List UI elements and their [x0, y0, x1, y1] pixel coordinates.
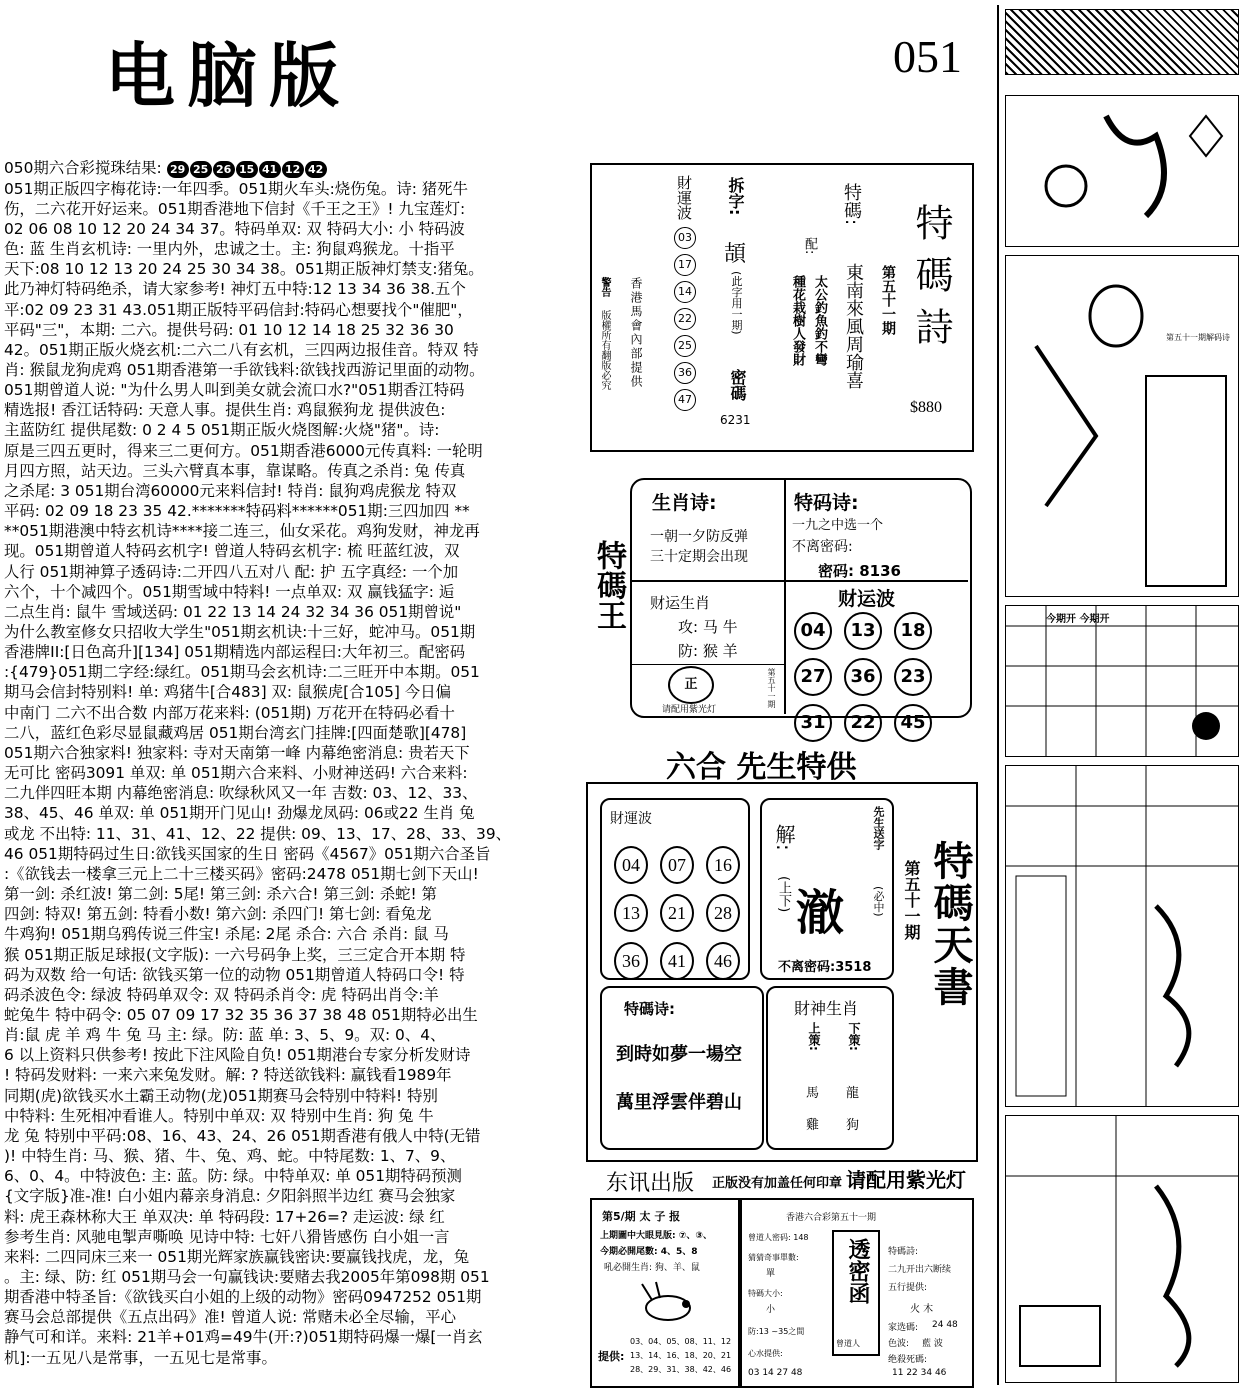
- divider: [632, 664, 784, 665]
- pei-line1: 種花栽樹人發財: [790, 275, 805, 366]
- text-line: 无可比 密码3091 单双: 单 051期六合来料、小财神送码! 六合来料:: [4, 764, 468, 783]
- rabbit-drawing: [632, 1280, 702, 1326]
- pei-line2: 太公釣魚釣不彎: [812, 275, 827, 366]
- wave-number: 27: [794, 658, 832, 696]
- home-value: 24 48: [932, 1320, 958, 1330]
- wave-number: 14: [674, 281, 696, 303]
- wave-number: 22: [674, 308, 696, 330]
- hot-value: 單: [766, 1269, 776, 1279]
- tianshu-panel: [586, 782, 978, 1162]
- fortune-title: 财运生肖: [650, 594, 711, 612]
- wave-number: 18: [894, 612, 932, 650]
- text-line: 第一剑: 杀红波! 第二剑: 5尾! 第三剑: 杀六合! 第三剑: 杀蛇! 第: [4, 885, 437, 904]
- code-label: 密碼: [728, 369, 747, 401]
- divider: [784, 480, 786, 714]
- text-line: 机]:一五见八是常事，一五见七是常事。: [4, 1348, 277, 1367]
- clipping-header-image: [1005, 9, 1239, 75]
- wave-numbers: [674, 227, 698, 411]
- text-line: 参考生肖: 风驰电掣声嘶唤 见诗中特: 七奸八猾皆感伤 白小姐一言: [4, 1227, 450, 1246]
- text-line: 人行 051期神算子透码诗:二开四八五对八 配: 护 五字真经: 一个加: [4, 562, 459, 581]
- text-line: 四剑: 特双! 第五剑: 特看小数! 第六剑: 杀四门! 第七剑: 看兔龙: [4, 905, 432, 924]
- result-ball: 29: [167, 161, 189, 178]
- left-text-column: [4, 158, 582, 1368]
- text-line: 中特料: 生死相冲看谁人。特别中单双: 双 特别中生肖: 狗 兔 牛: [4, 1106, 434, 1125]
- color-label: 色波:: [888, 1339, 910, 1349]
- shang-label: 上策:: [807, 1022, 821, 1051]
- chaizi-char: 頡: [724, 242, 747, 267]
- big-title: 特碼天書: [927, 840, 973, 1008]
- result-ball: 26: [213, 161, 235, 178]
- wave-number: 47: [674, 389, 696, 411]
- poem-line: 萬里浮雲伴碧山: [616, 1092, 742, 1113]
- result-balls: [167, 158, 328, 178]
- page-title: 电脑版: [105, 34, 351, 117]
- text-line: 051期六合独家料! 独家料: 寺对天南第一峰 内幕绝密消息: 贵若天下: [4, 743, 470, 762]
- wave-number: 36: [614, 942, 648, 980]
- taizi-line: 上期圖中大眼見版: ⑦、③、: [600, 1231, 712, 1241]
- wave-number: 03: [674, 227, 696, 249]
- text-line: 静气可和详。来料: 21羊+01鸡=49牛(开:?)051期特码爆一爆[一肖玄: [4, 1328, 483, 1347]
- xia-value: 狗: [846, 1118, 860, 1133]
- home-label: 家选碼:: [888, 1323, 919, 1333]
- text-line: 42。051期正版火烧玄机:二六二八有玄机，三四两边报佳音。特双 特: [4, 340, 479, 359]
- text-line: 此乃神灯特码绝杀，请大家参考! 神灯五中特:12 13 34 36 38.五个: [4, 280, 466, 299]
- secret-box: [832, 1230, 880, 1356]
- text-line: :《欲钱去一楼拿三元上二十三楼买码》密码:2478 051期七剑下天山!: [4, 864, 479, 883]
- text-line: 051期正版四字梅花诗:一年四季。051期火车头:烧伤兔。诗: 猪死牛: [4, 179, 468, 198]
- king-panel: [630, 478, 972, 733]
- password: 不离密码:3518: [778, 960, 872, 975]
- secret-panel: [740, 1198, 974, 1388]
- text-line: 码为双数 给一句话: 欲钱买第一位的动物 051期曾道人特码口令! 特: [4, 965, 465, 984]
- text-line: 蛇兔牛 特中码令: 05 07 09 17 32 35 36 37 38 48 051期特必出生: [4, 1005, 478, 1024]
- provide-line: 28、29、31、38、42、46: [630, 1365, 732, 1374]
- warning-label: 警告: [599, 277, 610, 297]
- text-line: 肖: 猴鼠龙狗虎鸡 051期香港第一手欲钱料:欲钱找西游记里面的动物。: [4, 360, 485, 379]
- shang-value: 雞: [806, 1118, 820, 1133]
- zodiac-poem-title: 生肖诗:: [652, 492, 717, 514]
- result-ball: 25: [190, 161, 212, 178]
- heart-label: 心水提供:: [748, 1349, 783, 1358]
- text-line: 现。051期曾道人特码玄机字! 曾道人特码玄机字: 梳 旺蓝红波，双: [4, 542, 460, 561]
- caishen-box: [766, 986, 894, 1150]
- wave-box: [600, 798, 750, 980]
- heart-numbers: 03 14 27 48: [748, 1368, 803, 1378]
- attack-line: 攻: 马 牛: [678, 618, 738, 636]
- wave-number: 16: [706, 846, 740, 884]
- caishen-title: 財神生肖: [794, 999, 859, 1018]
- text-line: 。主: 绿、防: 红 051期马会一句赢钱诀:要赌去我2005年第098期 051: [4, 1268, 490, 1287]
- text-line: **051期港澳中特玄机诗****接二连三，仙女采花。鸡狗发财，神龙再: [4, 522, 480, 541]
- zeng-label: 曾道人密码: 148: [748, 1233, 809, 1242]
- wave-number: 23: [894, 658, 932, 696]
- text-line: )! 中特生肖: 马、猴、猪、牛、兔、鸡、蛇。中特尾数: 1、7、9、: [4, 1147, 456, 1166]
- text-line: 猴 051期正版足球报(文字版): 一六号码争上奖，三三定合开本期 特: [4, 945, 466, 964]
- taizi-line: 吼必開生肖: 狗、羊、鼠: [604, 1263, 700, 1273]
- text-line: 02 06 08 10 12 20 24 34 37。特码单双: 双 特码大小: 小 特码波: [4, 219, 465, 238]
- text-line: 之杀尾: 3 051期台湾60000元来料信封! 特肖: 鼠狗鸡虎猴龙 特双: [4, 481, 457, 500]
- uv-note: 请配用紫光灯: [662, 705, 717, 715]
- seal-stamp: 正: [668, 666, 714, 704]
- bizhong-label: (必中): [872, 886, 885, 917]
- publisher: 东讯出版: [606, 1171, 695, 1196]
- color-value: 藍 波: [922, 1339, 943, 1349]
- five-label: 五行提供:: [888, 1283, 928, 1293]
- divider: [632, 580, 968, 582]
- wave-number: 04: [614, 846, 648, 884]
- result-ball: 12: [282, 161, 304, 178]
- poem-label: 特碼詩:: [888, 1247, 919, 1257]
- result-ball: 41: [259, 161, 281, 178]
- xiansheng-label: 先生送字: [872, 806, 885, 850]
- issue-label: 第五十一期: [902, 860, 921, 940]
- wave-title: 財運波: [675, 175, 693, 220]
- zodiac-poem-line: 一朝一夕防反弹: [650, 529, 748, 545]
- wave-number: 17: [674, 254, 696, 276]
- wave-grid: [794, 612, 964, 742]
- provide-line: 03、04、05、08、11、12: [630, 1337, 732, 1346]
- jie-box: [760, 798, 894, 980]
- poem-box: [600, 986, 764, 1150]
- pei-label: 配:: [802, 237, 817, 255]
- clipping-bottom: [1005, 1115, 1239, 1383]
- result-ball: 15: [236, 161, 258, 178]
- wave-number: 22: [844, 704, 882, 742]
- wave-number: 41: [660, 942, 694, 980]
- text-line: 龙 兔 特别中平码:08、16、43、24、26 051期香港有俄人中特(无错: [4, 1126, 481, 1145]
- text-line: ! 特码发财料: 一来六来兔发财。解: ? 特送欲钱料: 赢钱看1989年: [4, 1066, 452, 1085]
- text-line: 期香港中特圣旨:《欲钱买白小姐的上级的动物》密码0947252 051期: [4, 1288, 482, 1307]
- tianshu-header: 六合 先生特供: [666, 750, 857, 785]
- wave-number: 07: [660, 846, 694, 884]
- text-line: 料: 虎王森林称大王 单双决: 单 特码段: 17+26=? 走运波: 绿 红: [4, 1207, 445, 1226]
- defend-line: 防: 猴 羊: [678, 642, 738, 660]
- password: 密码: 8136: [818, 562, 901, 580]
- size-label: 特碼大小:: [748, 1289, 783, 1298]
- text-line: 精选报! 香江话特码: 天意人事。提供生肖: 鸡鼠猴狗龙 提供波色:: [4, 401, 446, 420]
- size-value: 小: [766, 1305, 776, 1315]
- wave-number: 21: [660, 894, 694, 932]
- text-line: 同期(虎)欲钱买水土霸王动物(龙)051期赛马会特别中特料! 特别: [4, 1086, 438, 1105]
- code-value: 6231: [720, 413, 751, 427]
- text-line: 051期曾道人说: "为什么男人叫到美女就会流口水?"051期香江特码: [4, 381, 465, 400]
- strip-caption: 第五十一期解码诗: [1166, 333, 1230, 342]
- text-lines: [4, 179, 582, 1368]
- kill-label: 绝殺死碼:: [888, 1355, 928, 1365]
- text-line: 主蓝防红 提供尾数: 0 2 4 5 051期正版火烧图解:火烧"猪"。诗:: [4, 421, 440, 440]
- text-line: 六个，十个减四个。051期雪域中特料! 一点单双: 双 赢钱猛字: 逅: [4, 582, 455, 601]
- results-line: [4, 158, 582, 179]
- xia-value: 龍: [846, 1086, 860, 1101]
- provide-line: 13、14、16、18、20、21: [630, 1351, 732, 1360]
- wave-number: 25: [674, 335, 696, 357]
- text-line: 赛马会总部提供《五点出码》准! 曾道人说: 常赌未必全尽输，平心: [4, 1308, 457, 1327]
- taizi-title: 第5/期 太 子 报: [602, 1210, 681, 1223]
- tema-poem-line: 一九之中选一个: [792, 518, 884, 533]
- secret-box-sub: 曾道人: [836, 1339, 860, 1348]
- text-line: 月四方照，站天边。三头六臂真本事，靠谋略。传真之杀肖: 兔 传真: [4, 461, 466, 480]
- five-value: 火 木: [910, 1304, 934, 1315]
- big-char: 澈: [796, 885, 845, 941]
- wave-number: 36: [674, 362, 696, 384]
- text-line: 期马会信封特别料! 单: 鸡猪牛[合483] 双: 鼠猴虎[合105] 今日偏: [4, 683, 451, 702]
- provide-label: 提供:: [598, 1350, 625, 1363]
- text-line: 牛鸡狗! 051期乌鸦传说三件宝! 杀尾: 2尾 杀合: 六合 杀肖: 鼠 马: [4, 925, 449, 944]
- zodiac-poem-line: 三十定期会出现: [650, 549, 748, 565]
- wave-number: 13: [614, 894, 648, 932]
- text-line: 码杀波色令: 绿波 特码单双令: 双 特码杀肖令: 虎 特码出肖令:羊: [4, 985, 439, 1004]
- tema-poem-title: 特码诗:: [794, 492, 859, 514]
- tema-poem-panel: [590, 163, 974, 452]
- source-label: 香港馬會內部提供: [629, 277, 643, 389]
- text-line: :{479}051期二字经:绿红。051期马会玄机诗:二三旺开中本期。051: [4, 663, 480, 682]
- chaizi-title: 拆字:: [726, 177, 745, 216]
- text-line: 平码"三"，本期: 二六。提供号码: 01 10 12 14 18 25 32 36 30: [4, 320, 454, 339]
- wave-number: 36: [844, 658, 882, 696]
- text-line: 二点生肖: 鼠牛 雪域送码: 01 22 13 14 24 32 34 36 051期曾说": [4, 602, 462, 621]
- king-side-title: 特碼王: [591, 540, 626, 630]
- secret-header: 香港六合彩第五十一期: [786, 1213, 877, 1223]
- tema-text: 東南來風周瑜喜: [843, 263, 864, 389]
- clipping-columns: [1005, 765, 1239, 1107]
- text-line: 肖:鼠 虎 羊 鸡 牛 兔 马 主: 绿。防: 蓝 单: 3、5、9。双: 0、4、: [4, 1026, 446, 1045]
- range-label: 防:13 ~35之間: [748, 1327, 805, 1336]
- wave-number: 28: [706, 894, 740, 932]
- text-line: 伤，二六花开好运来。051期香港地下信封《千王之王》! 九宝莲灯:: [4, 199, 466, 218]
- wave-title: 財運波: [610, 811, 652, 827]
- taizi-panel: [590, 1198, 740, 1388]
- tema-label: 特碼:: [841, 183, 862, 226]
- wave-number: 04: [794, 612, 832, 650]
- taizi-line: 今期必開尾數: 4、5、8: [600, 1247, 698, 1257]
- text-line: 平码: 02 09 18 23 35 42.*******特码料******051期:三四加四 **: [4, 502, 470, 521]
- result-ball: 42: [305, 161, 327, 178]
- wave-number: 31: [794, 704, 832, 742]
- issue-label: 第五十一期: [880, 265, 896, 335]
- results-label: 050期六合彩搅珠结果:: [4, 159, 162, 177]
- text-line: 平:02 09 23 31 43.051期正版特平码信封:特码心想要找个"催肥"，: [4, 300, 473, 319]
- shang-value: 馬: [806, 1086, 820, 1101]
- wave-number: 46: [706, 942, 740, 980]
- xia-label: 下策:: [847, 1022, 861, 1051]
- secret-box-title: 透密函: [845, 1238, 870, 1304]
- clipping-decode-poem: [1005, 255, 1239, 597]
- issue-number: 051: [893, 31, 962, 82]
- text-line: 中南门 二六不出合数 内部万花来料: (051期) 万花开在特码必看十: [4, 703, 455, 722]
- authentic-note: 正版没有加盖任何印章: [712, 1176, 843, 1191]
- strip-banner: 今期开 今期开: [1046, 614, 1110, 625]
- wave-number: 13: [844, 612, 882, 650]
- chaizi-note: (此字用一期): [730, 271, 743, 335]
- text-line: 38、45、46 单双: 单 051期开门见山! 劲爆龙凤码: 06或22 生肖 兔: [4, 804, 475, 823]
- text-line: 色: 蓝 生肖玄机诗: 一里内外，忠诚之士。主: 狗鼠鸡猴龙。十指平: [4, 240, 455, 259]
- text-line: 6、0、4。中特波色: 主: 蓝。防: 绿。中特单双: 单 051期特码预测: [4, 1167, 462, 1186]
- text-line: 二九伴四旺本期 内幕绝密消息: 吹绿秋风又一年 吉数: 03、12、33、: [4, 784, 478, 803]
- copyright-label: 版權所有翻版必究: [599, 310, 610, 390]
- tema-poem-line: 不离密码:: [792, 539, 853, 555]
- hot-label: 猜猜奇事單數:: [748, 1253, 799, 1262]
- issue-note: 第五十一期: [767, 668, 776, 708]
- clipping-cartoon: [1005, 95, 1239, 247]
- poem-text: 二九开出六断续: [888, 1265, 952, 1275]
- big-title: 特碼詩: [909, 203, 953, 359]
- text-line: 46 051期特码过生日:欲钱买国家的生日 密码《4567》051期六合圣旨: [4, 844, 491, 863]
- clipping-grid: [1005, 605, 1239, 757]
- jie-label: 解:: [772, 824, 796, 851]
- wave-grid: [614, 846, 740, 980]
- text-line: 6 以上资料只供参考! 按此下注风险自负! 051期港台专家分析发财诗: [4, 1046, 471, 1065]
- text-line: 或龙 不出特: 11、31、41、12、22 提供: 09、13、17、28、33、39、: [4, 824, 512, 843]
- uv-note: 请配用紫光灯: [846, 1168, 966, 1192]
- wave-title: 财运波: [838, 588, 896, 610]
- poem-title: 特碼诗:: [624, 1000, 675, 1018]
- text-line: 原是三四五更时，得来三二更何方。051期香港6000元传真料: 一轮明: [4, 441, 483, 460]
- text-line: 来料: 二四同床三来一 051期光辉家族赢钱密诀:要赢钱找虎，龙，兔: [4, 1247, 470, 1266]
- jie-note: (上下): [776, 876, 791, 913]
- kill-value: 11 22 34 46: [892, 1368, 947, 1378]
- text-line: 香港牌II:[日色高升][134] 051期精选内部运程曰:大年初三。配密码: [4, 643, 466, 662]
- text-line: {文字版}准-准! 白小姐内幕亲身消息: 夕阳斜照半边红 赛马会独家: [4, 1187, 456, 1206]
- wave-number: 45: [894, 704, 932, 742]
- right-clipping-strip: [997, 5, 1244, 1385]
- text-line: 二八，蓝红色彩尽显鼠藏鸡居 051期台湾玄门挂牌:[四面楚歌][478]: [4, 723, 467, 742]
- text-line: 为什么教室修女只招收大学生"051期玄机诀:十三好，蛇冲马。051期: [4, 623, 476, 642]
- text-line: 天下:08 10 12 13 20 24 25 30 34 38。051期正版神灯禁支:猪兔。: [4, 260, 484, 279]
- price: $880: [910, 399, 942, 416]
- poem-line: 到時如夢一場空: [616, 1044, 742, 1065]
